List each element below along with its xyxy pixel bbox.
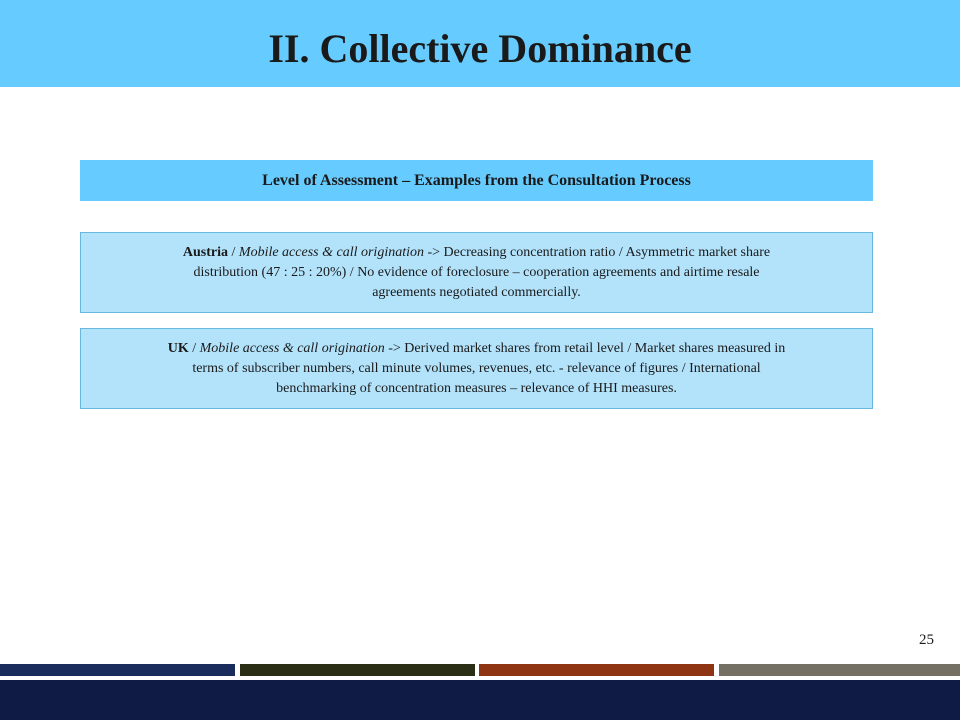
austria-country: Austria [182,244,229,260]
uk-findings: -> Derived market shares from retail level / Market shares measured in terms of subscriber numbers, call minute volumes, revenues, etc. - relevance of figures / International benchmarking of concentration measures – relevance of HHI measures. [192,340,786,396]
austria-separator: / [228,244,239,260]
austria-market: Mobile access & call origination [238,244,424,260]
section-subheader: Level of Assessment – Examples from the Consultation Process [80,160,873,201]
footer-stripe-navy [0,664,235,676]
footer-stripe-rust [479,664,714,676]
austria-example-text [177,243,777,303]
footer-stripe-olive [240,664,475,676]
uk-separator: / [188,340,200,356]
uk-example-text [157,339,797,399]
uk-example-box [80,328,873,409]
page-number: 25 [919,632,934,648]
uk-country: UK [167,340,189,356]
slide-title: II. Collective Dominance [268,26,692,71]
uk-market: Mobile access & call origination [199,340,385,356]
footer-stripe-gray [719,664,960,676]
austria-example-box [80,232,873,313]
footer-bar [0,680,960,720]
austria-findings: -> Decreasing concentration ratio / Asymmetric market share distribution (47 : 25 : 20%) / No evidence of foreclosure – cooperation agreements and airtime resale agreements negotiated commercially. [193,244,771,300]
